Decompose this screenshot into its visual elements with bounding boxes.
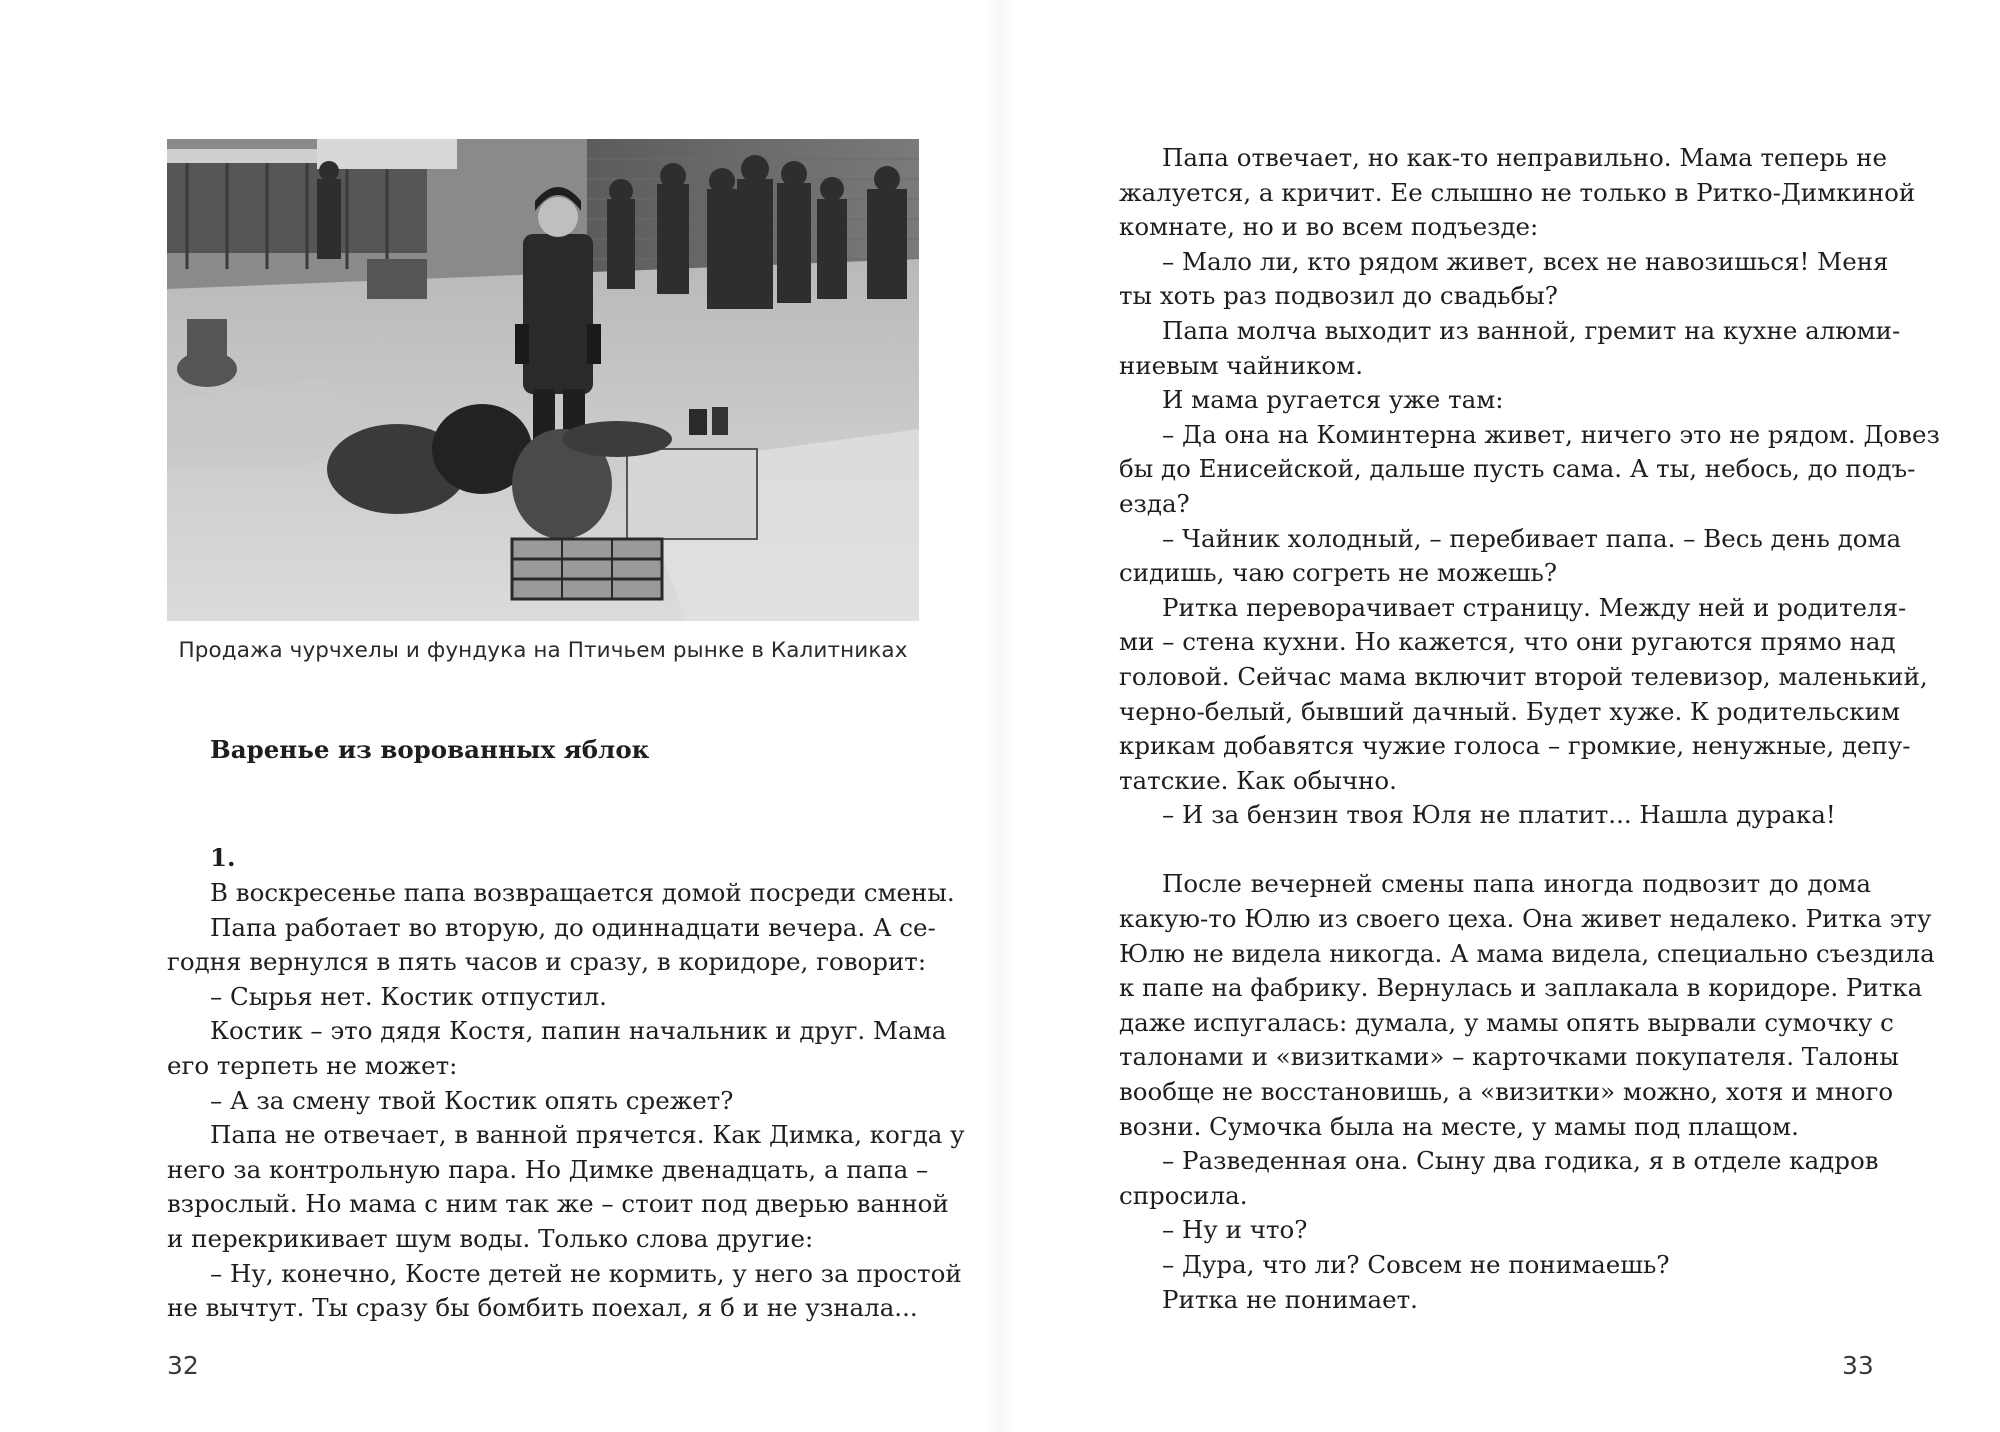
text-line: Папа молча выходит из ванной, гремит на кухне алюми- bbox=[1162, 315, 1901, 345]
text-line: Папа не отвечает, в ванной прячется. Как Димка, когда у bbox=[210, 1120, 965, 1150]
page-number-left: 32 bbox=[167, 1351, 199, 1380]
text-line: не вычтут. Ты сразу бы бомбить поехал, я б и не узнала... bbox=[167, 1293, 918, 1323]
right-body-text bbox=[1119, 141, 1940, 1317]
text-line: – Мало ли, кто рядом живет, всех не навозишься! Меня bbox=[1162, 246, 1889, 276]
text-line: – А за смену твой Костик опять срежет? bbox=[210, 1085, 734, 1115]
text-line: – Ну и что? bbox=[1162, 1215, 1308, 1245]
right-page bbox=[1000, 0, 2000, 1432]
text-line: его терпеть не может: bbox=[167, 1050, 458, 1080]
section-number: 1. bbox=[210, 843, 236, 872]
text-line: черно-белый, бывший дачный. Будет хуже. К родительским bbox=[1119, 696, 1901, 726]
page-number-right: 33 bbox=[1842, 1351, 1874, 1380]
text-line: бы до Енисейской, дальше пусть сама. А ты, небось, до подъ- bbox=[1119, 454, 1916, 484]
text-line bbox=[1119, 833, 1871, 868]
text-line: После вечерней смены папа иногда подвозит до дома bbox=[1162, 869, 1871, 899]
text-line: – Сырья нет. Костик отпустил. bbox=[210, 981, 607, 1011]
photo-illustration bbox=[167, 139, 919, 621]
text-line: – Дура, что ли? Совсем не понимаешь? bbox=[1162, 1250, 1670, 1279]
text-line: И мама ругается уже там: bbox=[1162, 385, 1504, 415]
chapter-title: Варенье из ворованных яблок bbox=[210, 735, 650, 764]
text-line: крикам добавятся чужие голоса – громкие, ненужные, депу- bbox=[1119, 731, 1911, 761]
text-line: жалуется, а кричит. Ее слышно не только в Ритко-Димкиной bbox=[1119, 177, 1916, 207]
text-line: вообще не восстановишь, а «визитки» можно, хотя и много bbox=[1119, 1077, 1894, 1107]
text-line: Ритка не понимает. bbox=[1162, 1284, 1418, 1314]
text-line: ми – стена кухни. Но кажется, что они ругаются прямо над bbox=[1119, 627, 1896, 657]
text-line: к папе на фабрику. Вернулась и заплакала в коридоре. Ритка bbox=[1119, 973, 1923, 1003]
text-line: – Чайник холодный, – перебивает папа. – Весь день дома bbox=[1162, 523, 1902, 553]
text-line: ты хоть раз подвозил до свадьбы? bbox=[1119, 281, 1558, 311]
text-line: головой. Сейчас мама включит второй телевизор, маленький, bbox=[1119, 661, 1928, 691]
text-line: Костик – это дядя Костя, папин начальник и друг. Мама bbox=[210, 1016, 947, 1046]
market-photo bbox=[167, 139, 919, 621]
text-line: Папа работает во вторую, до одиннадцати вечера. А се- bbox=[210, 912, 936, 942]
text-line: В воскресенье папа возвращается домой посреди смены. bbox=[210, 878, 955, 907]
text-line: годня вернулся в пять часов и сразу, в коридоре, говорит: bbox=[167, 947, 927, 977]
text-line: ниевым чайником. bbox=[1119, 350, 1363, 380]
text-line: – Ну, конечно, Косте детей не кормить, у него за простой bbox=[210, 1258, 962, 1288]
text-line: Ритка переворачивает страницу. Между ней и родителя- bbox=[1162, 592, 1907, 622]
text-line: какую-то Юлю из своего цеха. Она живет недалеко. Ритка эту bbox=[1119, 904, 1932, 934]
text-line: татские. Как обычно. bbox=[1119, 765, 1397, 795]
text-line: возни. Сумочка была на месте, у мамы под плащом. bbox=[1119, 1111, 1799, 1141]
text-line: – Да она на Коминтерна живет, ничего это не рядом. Довез bbox=[1162, 419, 1940, 449]
text-line: Папа отвечает, но как-то неправильно. Мама теперь не bbox=[1162, 143, 1887, 172]
text-line: Юлю не видела никогда. А мама видела, специально съездила bbox=[1119, 938, 1935, 968]
book-gutter bbox=[985, 0, 1015, 1432]
text-line: спросила. bbox=[1119, 1180, 1248, 1210]
text-line: даже испугалась: думала, у мамы опять вырвали сумочку с bbox=[1119, 1007, 1894, 1037]
left-body-text bbox=[167, 876, 965, 1326]
text-line: сидишь, чаю согреть не можешь? bbox=[1119, 558, 1557, 588]
text-line: взрослый. Но мама с ним так же – стоит под дверью ванной bbox=[167, 1189, 949, 1219]
text-line: талонами и «визитками» – карточками покупателя. Талоны bbox=[1119, 1042, 1899, 1072]
photo-caption: Продажа чурчхелы и фундука на Птичьем рынке в Калитниках bbox=[178, 638, 908, 663]
text-line: него за контрольную пара. Но Димке двенадцать, а папа – bbox=[167, 1154, 929, 1184]
text-line: езда? bbox=[1119, 488, 1190, 518]
text-line: – Разведенная она. Сыну два годика, я в отделе кадров bbox=[1162, 1146, 1879, 1176]
text-line: – И за бензин твоя Юля не платит... Нашла дурака! bbox=[1162, 800, 1836, 830]
text-line: и перекрикивает шум воды. Только слова другие: bbox=[167, 1223, 814, 1253]
text-line: комнате, но и во всем подъезде: bbox=[1119, 212, 1539, 242]
